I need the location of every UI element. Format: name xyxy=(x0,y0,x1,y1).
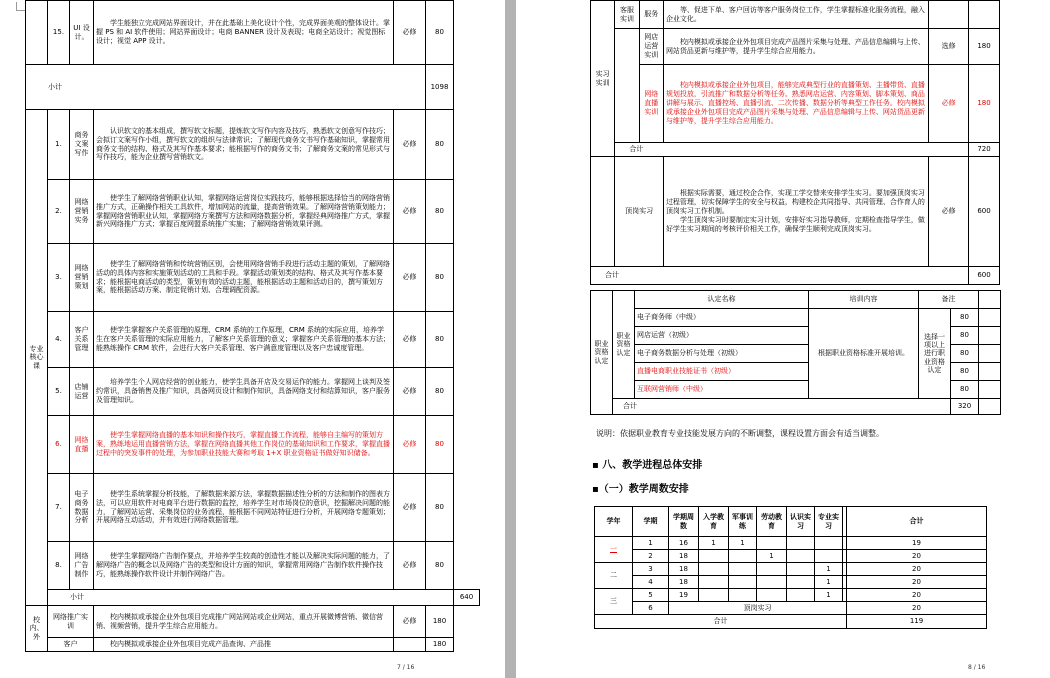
subtotal-row xyxy=(26,590,480,606)
course-description: 使学生掌握网络直播的基本知识和操作技巧，掌握直播工作流程，能够自主编写的策划方案，熟练地运用直播营销方法，掌握在网络直播其他工作岗位的基础知识和工作要求，掌握直播过程中的突发事件的处理，为参加职业技能大赛和考取 1+X 职业资格证书做好知识储备。 xyxy=(94,416,394,474)
week-cell xyxy=(729,550,757,563)
year-cell: 三 xyxy=(595,589,633,615)
week-cell: 1 xyxy=(729,537,757,550)
document-page-7 xyxy=(0,0,505,678)
table-row xyxy=(591,291,1001,309)
week-cell: 1 xyxy=(699,537,729,550)
course-description: 使学生了解网络营销和传统营销区别，会使用网络营销手段进行活动主题的策划，了解网络活动的具体内容和实施策划活动的工具和手段。掌握活动策划类的结构、格式及其写作基本要求；能根据电商活动的类型，策划有效的活动主题，能根据活动主题和活动目的，撰写策划方案，能根据活动方案、制定促销计划、合理调配资源。 xyxy=(94,244,394,312)
week-cell xyxy=(699,550,729,563)
year-cell: 一 xyxy=(595,537,633,563)
table-row xyxy=(595,550,987,563)
subtotal-label: 小计 xyxy=(48,590,454,606)
week-cell xyxy=(787,537,815,550)
weeks-cell: 19 xyxy=(669,589,699,602)
header-professional: 专业实习 xyxy=(815,507,843,537)
weeks-cell: 16 xyxy=(669,537,699,550)
week-cell: 1 xyxy=(815,563,843,576)
row-number: 4. xyxy=(48,312,70,368)
row-number: 7. xyxy=(48,474,70,542)
week-cell xyxy=(757,537,787,550)
header-year: 学年 xyxy=(595,507,633,537)
table-row xyxy=(26,180,480,244)
table-row xyxy=(595,602,987,615)
header-total: 合计 xyxy=(847,507,987,537)
week-cell xyxy=(787,550,815,563)
table-row xyxy=(26,474,480,542)
course-name: 网络营销实务 xyxy=(70,180,94,244)
course-description: 校内模拟或承接企业外包项目，能够完成典型行业的直播策划、主播带货、直播规划投放，引流推广和数据分析等任务。熟悉网店运营、内容策划、脚本策划、商品讲解与展示、直播控场、直播引流、二次传播、数据分析等典型工作任务。校内模拟或承接企业外包项目完成产品图片采集与处理、产品信息编辑与上传、网站货品更新与维护等，提升学生综合应用能力。 xyxy=(663,65,928,143)
course-type: 必修 xyxy=(394,606,426,638)
cert-hours: 80 xyxy=(951,327,979,345)
course-name: 网络广告制作 xyxy=(70,542,94,590)
course-hours: 180 xyxy=(426,638,454,652)
total-cell: 20 xyxy=(847,550,987,563)
course-type xyxy=(929,1,969,29)
table-row xyxy=(26,1,480,65)
cert-name: 电子商务师（中级） xyxy=(635,309,809,327)
week-cell xyxy=(757,589,787,602)
certification-table xyxy=(590,290,1001,415)
course-name: 网络推广实训 xyxy=(48,606,94,638)
total-cell: 20 xyxy=(847,602,987,615)
grand-total-value: 119 xyxy=(847,615,987,629)
course-description: 校内模拟或承接企业外包项目完成产品查询、产品推 xyxy=(94,638,394,652)
course-hours: 180 xyxy=(969,29,1000,65)
course-hours: 80 xyxy=(426,368,454,416)
table-row xyxy=(26,606,480,638)
course-hours: 180 xyxy=(969,65,1000,143)
term-cell: 3 xyxy=(633,563,669,576)
table-header-row xyxy=(595,507,987,537)
week-cell xyxy=(787,589,815,602)
row-number: 8. xyxy=(48,542,70,590)
week-cell xyxy=(787,576,815,589)
document-page-8 xyxy=(516,0,1050,678)
course-hours: 80 xyxy=(426,474,454,542)
course-name: 店铺运营 xyxy=(70,368,94,416)
weeks-cell: 18 xyxy=(669,576,699,589)
course-name: 顶岗实习 xyxy=(615,157,664,267)
subtotal-hours: 320 xyxy=(951,399,979,415)
subsection-heading: ▪（一）教学周数安排 xyxy=(592,484,689,495)
subtotal-row xyxy=(591,143,1000,157)
term-cell: 2 xyxy=(633,550,669,563)
course-description xyxy=(663,157,928,267)
sub-label: 客服实训 xyxy=(615,1,639,29)
week-cell xyxy=(699,563,729,576)
course-type: 必修 xyxy=(394,244,426,312)
course-type: 必修 xyxy=(929,65,969,143)
course-description: 使学生掌握网络广告制作要点，并培养学生较高的创造性才能以及解决实际问题的能力，了解网络广告的概念以及网络广告的类型和设计方面的知识，掌握常用网络广告制作软件操作技巧，能熟练操作软件设计并制作网络广告。 xyxy=(94,542,394,590)
course-name: 网络直播实训 xyxy=(639,65,663,143)
subtotal-row xyxy=(591,267,1000,285)
course-type: 必修 xyxy=(929,157,969,267)
course-name: 电子商务数据分析 xyxy=(70,474,94,542)
cert-name: 直播电商职业技能证书（初级） xyxy=(635,363,809,381)
page-corner-mark xyxy=(16,2,25,11)
adjustment-note: 说明：依据职业教育专业技能发展方向的不断调整，课程设置方面会有适当调整。 xyxy=(596,429,884,438)
course-type: 必修 xyxy=(394,180,426,244)
week-cell xyxy=(787,563,815,576)
total-cell: 20 xyxy=(847,563,987,576)
course-hours: 600 xyxy=(969,157,1000,267)
header-military: 军事训练 xyxy=(729,507,757,537)
cert-head-content: 培训内容 xyxy=(809,291,919,309)
table-row xyxy=(26,368,480,416)
subtotal-hours: 1098 xyxy=(426,65,454,110)
cert-content: 根据职业资格标准开展培训。 xyxy=(809,309,919,399)
course-description: 等、促进下单、客户回访等客户服务岗位工作，学生掌握标准化服务流程，融入企业文化。 xyxy=(663,1,928,29)
week-cell: 1 xyxy=(815,576,843,589)
table-row xyxy=(595,537,987,550)
course-name: 商务文案写作 xyxy=(70,110,94,180)
course-description: 校内模拟或承接企业外包项目完成产品图片采集与处理、产品信息编辑与上传、网站货品更新与维护等，提升学生综合应用能力。 xyxy=(663,29,928,65)
total-cell: 20 xyxy=(847,576,987,589)
cert-note: 选择一项以上进行职业资格认定 xyxy=(919,309,951,399)
header-entrance: 入学教育 xyxy=(699,507,729,537)
subtotal-label: 合计 xyxy=(591,267,969,285)
row-number: 5. xyxy=(48,368,70,416)
course-name: 网店运营实训 xyxy=(639,29,663,65)
week-cell xyxy=(757,563,787,576)
subtotal-row xyxy=(26,65,480,110)
intern-paragraph-2: 学生顶岗实习时要制定实习计划，安排好实习指导教师，定期检查指导学生，做好学生实习期间的考核评价相关工作，确保学生顺利完成顶岗实习。 xyxy=(665,215,925,233)
table-row xyxy=(591,1,1000,29)
table-row xyxy=(595,563,987,576)
course-description: 培养学生个人网店经营的创业能力，使学生具备开店及交易运作的能力。掌握网上谈判及签约常识，具备销售及推广知识，具备网页设计和制作知识，具备网络支付和结算知识，客户服务及管理知识。 xyxy=(94,368,394,416)
course-type xyxy=(394,638,426,652)
course-name: 服务 xyxy=(639,1,663,29)
week-cell xyxy=(815,537,843,550)
subtotal-hours: 600 xyxy=(969,267,1000,285)
week-cell xyxy=(729,589,757,602)
intern-weeks-label: 顶岗实习 xyxy=(669,602,847,615)
cert-name: 电子商务数据分析与处理（初级） xyxy=(635,345,809,363)
row-number: 6. xyxy=(48,416,70,474)
row-number: 15. xyxy=(48,1,70,65)
course-name: UI 设计。 xyxy=(70,1,94,65)
course-description: 使学生系统掌握分析技能，了解数据来源方法，掌握数据描述性分析的方法和制作的图表方法，可以应用软件对电商平台进行数据的监控，培养学生对市场岗位的意识，挖掘解决问题的能力，了解网站运营、采集岗位的业务流程，能根据不同网站特征进行分析，开展网络专题策划；开展网络互动活动，并有效进行网络数据管理。 xyxy=(94,474,394,542)
header-term-weeks: 学期周数 xyxy=(669,507,699,537)
course-description: 学生能独立完成网站界面设计，并在此基础上美化设计个性，完成界面美观的整体设计。掌握 PS 和 AI 软件使用；网站界面设计；电商 BANNER 设计及表现；电商全站设计；视觉图标设计；视觉 APP 设计。 xyxy=(94,1,394,65)
table-row xyxy=(591,29,1000,65)
table-row xyxy=(591,65,1000,143)
term-cell: 5 xyxy=(633,589,669,602)
subtotal-hours: 640 xyxy=(454,590,480,606)
course-type: 选修 xyxy=(929,29,969,65)
total-cell: 20 xyxy=(847,589,987,602)
page-number: 7 / 16 xyxy=(397,664,415,671)
cert-hours: 80 xyxy=(951,363,979,381)
course-description: 使学生掌握客户关系管理的原理、CRM 系统的工作原理，CRM 系统的实际应用，培养学生在客户关系管理的实际应用能力，了解客户关系管理的意义；掌握客户关系管理的基本方法；能熟练操作 CRM 软件，会进行大客户关系管理、客户满意度管理以及客户忠诚度管理。 xyxy=(94,312,394,368)
course-type: 必修 xyxy=(394,1,426,65)
course-hours: 80 xyxy=(426,312,454,368)
week-cell: 1 xyxy=(757,550,787,563)
table-row xyxy=(595,576,987,589)
course-hours: 80 xyxy=(426,542,454,590)
table-row xyxy=(26,110,480,180)
course-table-right xyxy=(590,0,1000,285)
header-labor: 劳动教育 xyxy=(757,507,787,537)
course-description: 认识软文的基本组成，撰写软文标题，提炼软文写作内容及技巧，熟悉软文创意写作技巧；会拟订文案写作小组，撰写软文的组织与法律常识；了解现代商务文书写作基础知识，掌握常用商务文书的结构、格式及其写作基本要求；能根据写作的商务文书；了解商务文案的常见形式与写作技巧，能为企业撰写营销软文。 xyxy=(94,110,394,180)
table-row xyxy=(26,312,480,368)
course-description: 使学生了解网络营销职业认知，掌握网络运营岗位实践技巧，能够根据选择恰当的网络营销推广方式，正确操作相关工具软件，增加网站的流量，提高营销效果。了解网络营销策划能力；掌握网络营销职业认知，掌握网络方案撰写方法和网络数据分析，掌握经典网络推广方式，掌握新兴网络推广方式；掌握百度网盟系统推广实施；了解网络营销效果评测。 xyxy=(94,180,394,244)
cert-head-name: 认定名称 xyxy=(635,291,809,309)
week-cell: 1 xyxy=(815,589,843,602)
group-label: 职业资格认定 xyxy=(591,291,613,415)
page-number: 8 / 16 xyxy=(968,664,986,671)
module-label: 校内、外 xyxy=(26,606,48,652)
course-name: 网络营销策划 xyxy=(70,244,94,312)
subtotal-hours: 720 xyxy=(969,143,1000,157)
table-total-row xyxy=(595,615,987,629)
table-row xyxy=(26,244,480,312)
course-hours: 180 xyxy=(426,606,454,638)
cert-hours: 80 xyxy=(951,345,979,363)
course-type: 必修 xyxy=(394,368,426,416)
course-hours: 80 xyxy=(426,180,454,244)
grand-total-label: 合计 xyxy=(595,615,847,629)
section-heading: ▪ 八、教学进程总体安排 xyxy=(592,460,703,471)
table-row xyxy=(591,157,1000,267)
course-type: 必修 xyxy=(394,416,426,474)
course-hours xyxy=(969,1,1000,29)
term-cell: 1 xyxy=(633,537,669,550)
group-label: 实习实训 xyxy=(591,1,615,157)
row-number: 2. xyxy=(48,180,70,244)
table-row xyxy=(591,309,1001,327)
course-hours: 80 xyxy=(426,1,454,65)
table-row xyxy=(26,416,480,474)
week-cell xyxy=(729,576,757,589)
sub-label: 职业资格认定 xyxy=(613,291,635,399)
course-table-left xyxy=(25,0,480,652)
cert-hours: 80 xyxy=(951,381,979,399)
course-hours: 80 xyxy=(426,416,454,474)
table-row xyxy=(595,589,987,602)
header-cognitive: 认识实习 xyxy=(787,507,815,537)
table-row xyxy=(26,638,480,652)
term-cell: 6 xyxy=(633,602,669,615)
course-hours: 80 xyxy=(426,110,454,180)
week-cell xyxy=(699,576,729,589)
course-type: 必修 xyxy=(394,542,426,590)
cert-name: 网店运营（初级） xyxy=(635,327,809,345)
cert-name: 互联网营销师（中级） xyxy=(635,381,809,399)
course-name: 网络直播 xyxy=(70,416,94,474)
subtotal-label: 合计 xyxy=(613,399,951,415)
subtotal-row xyxy=(591,399,1001,415)
subtotal-label: 合计 xyxy=(615,143,969,157)
week-cell xyxy=(815,550,843,563)
weeks-cell: 18 xyxy=(669,550,699,563)
subtotal-label: 小计 xyxy=(26,65,426,110)
course-name: 客户 xyxy=(48,638,94,652)
week-cell xyxy=(699,589,729,602)
course-type: 必修 xyxy=(394,474,426,542)
total-cell: 19 xyxy=(847,537,987,550)
teaching-weeks-table xyxy=(594,506,987,629)
table-row xyxy=(26,542,480,590)
module-label: 专业核心课 xyxy=(26,110,48,606)
weeks-cell: 18 xyxy=(669,563,699,576)
week-cell xyxy=(757,576,787,589)
course-type: 必修 xyxy=(394,312,426,368)
header-term: 学期 xyxy=(633,507,669,537)
page-gutter xyxy=(505,0,516,678)
term-cell: 4 xyxy=(633,576,669,589)
course-hours: 80 xyxy=(426,244,454,312)
row-number: 1. xyxy=(48,110,70,180)
week-cell xyxy=(729,563,757,576)
cert-hours: 80 xyxy=(951,309,979,327)
intern-paragraph-1: 根据实际需要，通过校企合作，实现工学交替来安排学生实习。要加强顶岗实习过程管理，切实保障学生的安全与权益，构建校企共同指导、共同管理、合作育人的顶岗实习工作机制。 xyxy=(665,189,925,216)
course-description: 校内模拟或承接企业外包项目完成推广网站网站或企业网站，重点开展微博营销、微信营销、视频营销，提升学生综合应用能力。 xyxy=(94,606,394,638)
year-cell: 二 xyxy=(595,563,633,589)
course-type: 必修 xyxy=(394,110,426,180)
row-number: 3. xyxy=(48,244,70,312)
cert-head-note: 备注 xyxy=(919,291,979,309)
course-name: 客户关系管理 xyxy=(70,312,94,368)
